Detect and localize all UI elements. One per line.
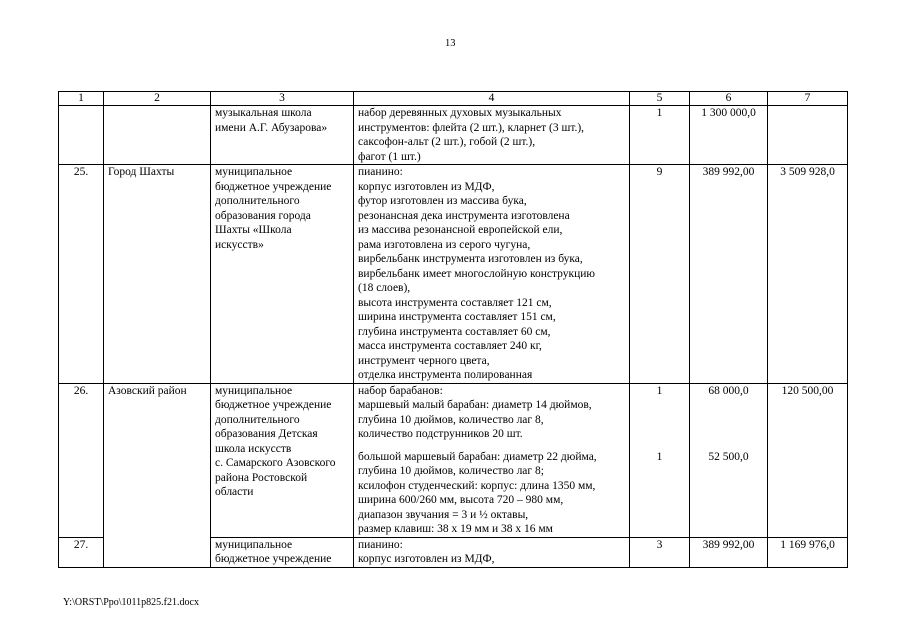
price-cell: [690, 106, 768, 165]
text-line: отделка инструмента полированная: [358, 369, 533, 381]
organization-cell: [211, 106, 354, 165]
quantity-cell: [630, 383, 690, 537]
text-line: Шахты «Школа: [215, 224, 292, 236]
text-line: рама изготовлена из серого чугуна,: [358, 238, 531, 251]
text-line: бюджетное учреждение: [215, 399, 332, 411]
price-cell: [690, 165, 768, 384]
quantity-value: 1: [656, 450, 663, 463]
text-line: инструментов: флейта (2 шт.), кларнет (3 шт.),: [358, 121, 585, 134]
text-line: количество подструнников 20 шт.: [358, 428, 523, 440]
text-line: муниципальное: [215, 538, 293, 551]
row-number-cell: [59, 106, 104, 165]
price-cell: [690, 537, 768, 567]
price-value: 68 000,0: [708, 384, 749, 397]
text-line: пианино:: [358, 166, 403, 178]
text-line: диапазон звучания = 3 и ½ октавы,: [358, 508, 529, 521]
text-line: из массива резонансной европейской ели,: [358, 224, 563, 236]
spacer: [634, 398, 685, 406]
text-line: бюджетное учреждение: [215, 180, 332, 193]
header-cell: 6: [690, 92, 768, 106]
table-row: [59, 383, 848, 537]
municipality-cell: Город Шахты: [104, 165, 211, 384]
text-line: образования города: [215, 209, 311, 222]
text-line: глубина 10 дюймов, количество лаг 8,: [358, 413, 544, 426]
text-line: фагот (1 шт.): [358, 150, 421, 163]
text-line: глубина инструмента составляет 60 см,: [358, 325, 551, 338]
text-line: школа искусств: [215, 442, 292, 455]
municipality-cell: [104, 106, 211, 165]
price-value: 1 300 000,0: [701, 107, 756, 119]
text-line: бюджетное учреждение: [215, 553, 332, 565]
total-cell: [768, 106, 848, 165]
spacer: [694, 398, 763, 406]
organization-cell: [211, 383, 354, 537]
text-line: масса инструмента составляет 240 кг,: [358, 340, 542, 352]
organization-cell: [211, 537, 354, 567]
text-line: большой маршевый барабан: диаметр 22 дюйма,: [358, 450, 597, 463]
text-line: футор изготовлен из массива бука,: [358, 195, 527, 207]
table-row: [59, 106, 848, 165]
total-cell: 120 500,00: [768, 383, 848, 537]
text-line: размер клавиш: 38 x 19 мм и 38 x 16 мм: [358, 523, 553, 535]
total-cell: 3 509 928,0: [768, 165, 848, 384]
municipality-cell: Азовский район: [104, 383, 211, 537]
table-row: [59, 165, 848, 384]
text-line: (18 слоев),: [358, 282, 411, 294]
spacer: [694, 435, 763, 450]
text-line: ксилофон студенческий: корпус: длина 1350 мм,: [358, 479, 596, 492]
text-line: муниципальное: [215, 166, 293, 178]
header-cell: 4: [354, 92, 630, 106]
row-number-cell: 26.: [59, 383, 104, 537]
spacer: [694, 421, 763, 436]
text-line: набор барабанов:: [358, 384, 443, 397]
text-line: набор деревянных духовых музыкальных: [358, 107, 562, 119]
quantity-value: 1: [656, 107, 663, 119]
text-line: саксофон-альт (2 шт.), гобой (2 шт.),: [358, 136, 536, 148]
text-line: корпус изготовлен из МДФ,: [358, 180, 495, 193]
price-value: 389 992,00: [702, 166, 755, 178]
page-number: 13: [445, 38, 456, 49]
text-line: с. Самарского Азовского: [215, 457, 336, 469]
header-row: [59, 92, 848, 106]
text-line: ширина инструмента составляет 151 см,: [358, 311, 556, 323]
text-line: корпус изготовлен из МДФ,: [358, 553, 495, 565]
header-cell: 7: [768, 92, 848, 106]
table-row: [59, 537, 848, 567]
footer-file-path: Y:\ORST\Ppo\1011p825.f21.docx: [63, 597, 199, 608]
text-line: резонансная дека инструмента изготовлена: [358, 209, 570, 222]
total-cell: 1 169 976,0: [768, 537, 848, 567]
header-cell: 1: [59, 92, 104, 106]
text-line: ширина 600/260 мм, высота 720 – 980 мм,: [358, 494, 564, 506]
price-cell: [690, 383, 768, 537]
description-cell: [354, 106, 630, 165]
text-line: муниципальное: [215, 384, 293, 397]
spacer: [634, 406, 685, 421]
text-line: образования Детская: [215, 428, 318, 440]
text-line: музыкальная школа: [215, 107, 312, 119]
quantity-value: 9: [656, 166, 663, 178]
spacer: [634, 435, 685, 450]
quantity-cell: [630, 106, 690, 165]
text-line: глубина 10 дюймов, количество лаг 8;: [358, 465, 544, 477]
spacer: [358, 442, 625, 450]
text-line: пианино:: [358, 538, 403, 551]
text-line: имени А.Г. Абузарова»: [215, 121, 328, 134]
description-cell: [354, 165, 630, 384]
text-line: маршевый малый барабан: диаметр 14 дюймов,: [358, 399, 592, 411]
quantity-cell: [630, 165, 690, 384]
text-line: высота инструмента составляет 121 см,: [358, 296, 552, 309]
text-line: дополнительного: [215, 413, 300, 426]
quantity-value: 1: [656, 384, 663, 397]
quantity-cell: [630, 537, 690, 567]
spacer: [634, 421, 685, 436]
organization-cell: [211, 165, 354, 384]
row-number-cell: 27.: [59, 537, 104, 567]
text-line: области: [215, 486, 254, 498]
description-cell: [354, 383, 630, 537]
text-line: вирбельбанк инструмента изготовлен из бука,: [358, 253, 583, 265]
text-line: инструмент черного цвета,: [358, 354, 490, 367]
spacer: [694, 406, 763, 421]
header-cell: 2: [104, 92, 211, 106]
text-line: искусств»: [215, 238, 264, 251]
price-value: 52 500,0: [708, 450, 749, 463]
text-line: района Ростовской: [215, 471, 308, 484]
equipment-table: [58, 91, 848, 568]
text-line: дополнительного: [215, 195, 300, 207]
text-line: вирбельбанк имеет многослойную конструкцию: [358, 267, 596, 280]
description-cell: [354, 537, 630, 567]
header-cell: 3: [211, 92, 354, 106]
row-number-cell: 25.: [59, 165, 104, 384]
municipality-cell: [104, 537, 211, 567]
quantity-value: 3: [656, 538, 663, 551]
price-value: 389 992,00: [702, 538, 755, 551]
header-cell: 5: [630, 92, 690, 106]
